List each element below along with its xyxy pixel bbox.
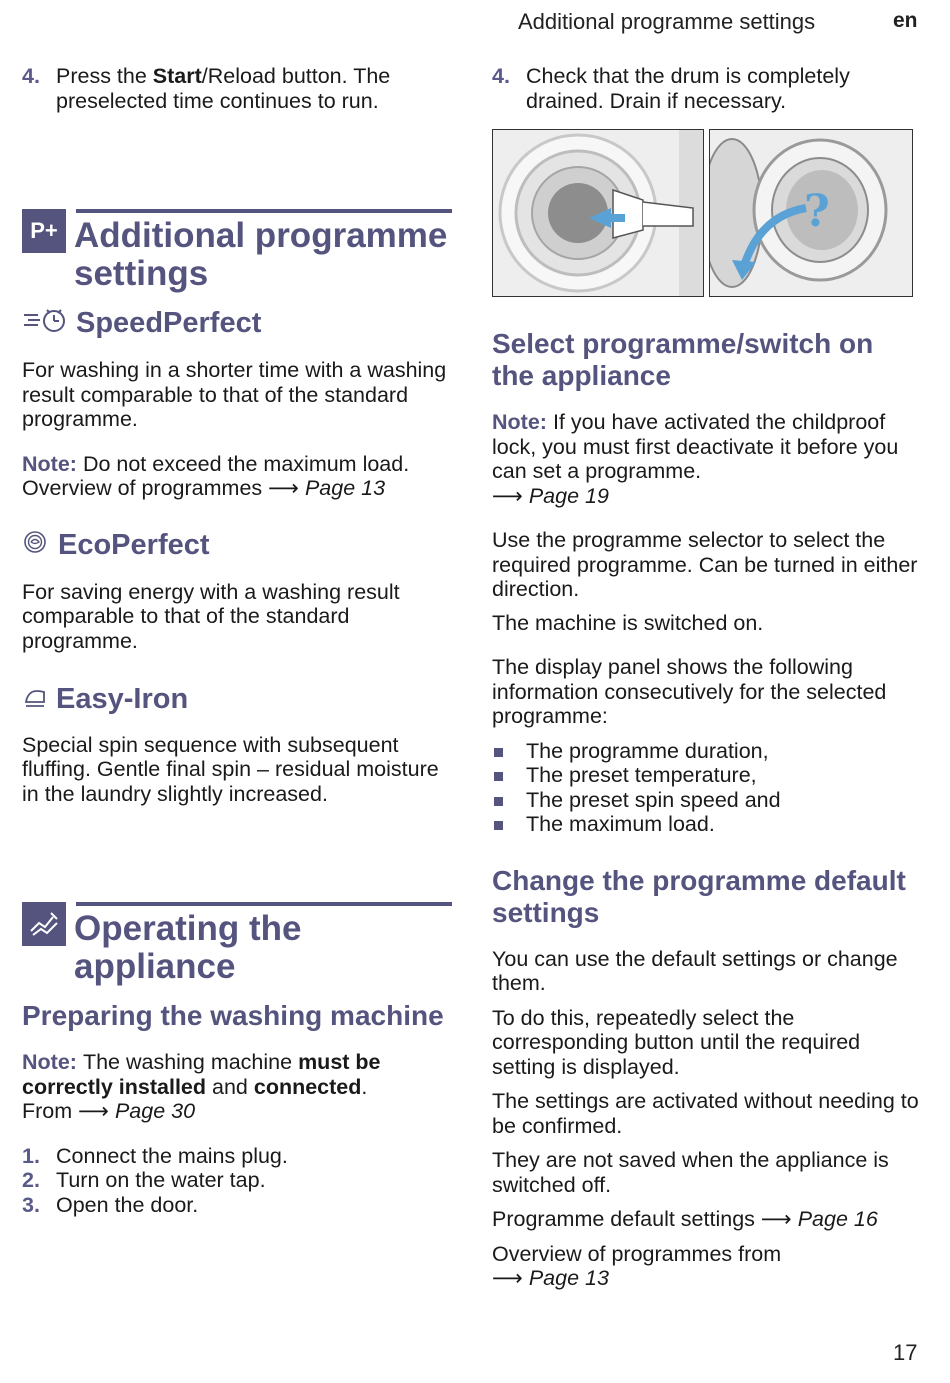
list-item: The preset spin speed and: [492, 788, 922, 813]
display-panel-text: The display panel shows the following information consecutively for the selected programme:: [492, 655, 887, 728]
step-number: 4.: [22, 64, 40, 88]
select-programme-heading: Select programme/switch on the appliance: [492, 328, 874, 391]
machine-on-text: The machine is switched on.: [492, 610, 764, 635]
step-4-check-drum: 4. Check that the drum is completely drained. Drain if necessary.: [492, 64, 850, 113]
arrow-right-icon: ⟶: [78, 1099, 109, 1124]
step-number: 4.: [492, 64, 510, 88]
page-reference: Page 13: [304, 476, 386, 500]
programme-plus-icon: P+: [22, 209, 66, 253]
ecoperfect-icon: [22, 529, 50, 564]
svg-text:?: ?: [804, 186, 830, 237]
preparing-note: Note: The washing machine must be correctly installed and connected.: [22, 1050, 381, 1099]
illustration-close-door: [709, 129, 913, 297]
speedperfect-description: For washing in a shorter time with a washing result comparable to that of the standard programme.: [22, 358, 447, 431]
default-settings-reference: Programme default settings ⟶ Page 16: [492, 1207, 878, 1231]
change-defaults-heading: Change the programme default settings: [492, 864, 906, 928]
childproof-note: Note: If you have activated the childproof lock, you must first deactivate it before you can set a programme.: [492, 410, 899, 483]
page-reference: Page 16: [797, 1207, 878, 1231]
list-item: The preset temperature,: [492, 763, 922, 788]
ecoperfect-heading: EcoPerfect: [22, 529, 452, 564]
preparing-heading: Preparing the washing machine: [22, 1000, 444, 1032]
speedperfect-icon: [22, 307, 68, 342]
list-item: The programme duration,: [492, 739, 922, 764]
step-4-start-reload: 4. Press the Start/Reload button. The preselected time continues to run.: [22, 64, 391, 113]
change-defaults-p3: The settings are activated without needing to be confirmed.: [492, 1089, 919, 1138]
change-defaults-p2: To do this, repeatedly select the corresponding button until the required setting is displayed.: [492, 1005, 861, 1079]
easy-iron-description: Special spin sequence with subsequent fluffing. Gentle final spin – residual moisture in the laundry slightly increased.: [22, 732, 439, 806]
page-reference: Page 30: [114, 1099, 196, 1124]
page-number: 17: [893, 1340, 918, 1365]
list-item: The maximum load.: [492, 812, 922, 837]
start-label: Start: [152, 64, 202, 88]
section-additional-programme-settings: [22, 209, 452, 293]
change-defaults-p4: They are not saved when the appliance is switched off.: [492, 1148, 889, 1197]
list-item: 1. Connect the mains plug.: [22, 1143, 288, 1168]
arrow-right-icon: ⟶: [268, 476, 299, 500]
easy-iron-heading: Easy-Iron: [22, 683, 452, 717]
list-item: 3. Open the door.: [22, 1192, 199, 1217]
iron-icon: [22, 684, 48, 717]
arrow-right-icon: ⟶: [492, 1266, 523, 1290]
section-title: Operating the appliance: [74, 909, 302, 987]
running-header-title: Additional programme settings: [518, 9, 816, 34]
page-reference: Page 13: [528, 1266, 609, 1290]
list-item: 2. Turn on the water tap.: [22, 1168, 266, 1193]
preparation-steps: [22, 1144, 452, 1218]
section-operating-the-appliance: [22, 902, 452, 986]
page-reference: Page 19: [528, 483, 609, 508]
section-rule: [76, 902, 452, 906]
section-title: Additional programme settings: [74, 216, 448, 293]
right-column-sections: [492, 328, 922, 1291]
preparing-reference: From ⟶ Page 30: [22, 1099, 196, 1124]
left-column: [22, 64, 452, 1217]
speedperfect-overview-reference: Overview of programmes ⟶ Page 13: [22, 476, 386, 500]
right-column: [492, 64, 922, 113]
language-code: en: [893, 9, 918, 32]
arrow-right-icon: ⟶: [492, 483, 523, 508]
operating-hand-icon: [22, 902, 66, 946]
change-defaults-p1: You can use the default settings or change them.: [492, 946, 898, 995]
programme-selector-text: Use the programme selector to select the required programme. Can be turned in either direction.: [492, 528, 918, 601]
speedperfect-heading: SpeedPerfect: [22, 307, 452, 342]
programme-overview-reference: Overview of programmes from ⟶ Page 13: [492, 1241, 782, 1290]
speedperfect-note: Note: Do not exceed the maximum load.: [22, 451, 410, 476]
ecoperfect-description: For saving energy with a washing result comparable to that of the standard programme.: [22, 579, 400, 653]
arrow-right-icon: ⟶: [760, 1207, 792, 1231]
section-rule: [76, 209, 452, 213]
display-info-list: [492, 739, 922, 837]
illustration-open-detergent-drawer: [492, 129, 704, 297]
childproof-reference: [492, 484, 922, 509]
